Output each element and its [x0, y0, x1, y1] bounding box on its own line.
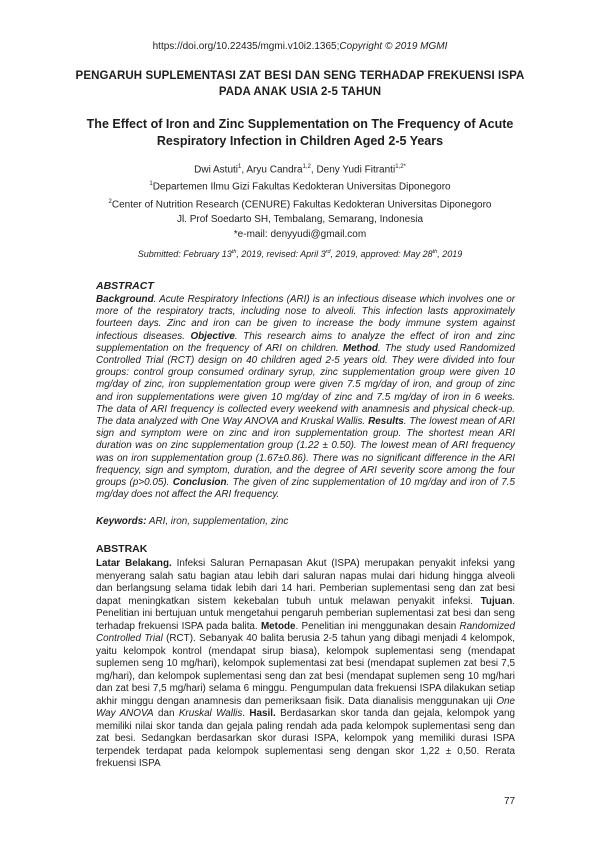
- keywords-line: [96, 516, 288, 527]
- objective-text: . This research aims to analyze the effect of iron and zinc supplementation on the frequency of ARI on children.: [96, 330, 515, 354]
- approved-date: , 2019, approved: May 28: [330, 249, 433, 259]
- metode-italic-1: Randomized Controlled Trial: [96, 620, 515, 644]
- author-2: Aryu Candra: [246, 164, 303, 176]
- metode-text-4: .: [242, 708, 250, 719]
- method-text: . The study used Randomized Controlled Trial (RCT) design on 40 children aged 2-5 years old. They were divided into four groups: control group consumed ordinary syrup, zinc supplementation group were given 10 mg/day of zinc, iron supplementation group were given 7.5 mg/day of iron, and group of zinc and iron supplementations were given 10 mg/day of zinc and 7.5 mg/day of iron in 6 weeks. The data of ARI frequency is collected every weekend with anamnesis and physical check-up. The data analyzed with One Way ANOVA and Kruskal Wallis.: [96, 342, 515, 428]
- metode-text-3: dan: [153, 708, 179, 719]
- english-title-line-1: The Effect of Iron and Zinc Supplementation on The Frequency of Acute: [86, 117, 514, 131]
- author-list: Dwi Astuti$^1$, Aryu Candra$^{1,2}$, Deny Yudi Fitranti$^{1,2*}$: [194, 164, 406, 176]
- latar-text: Infeksi Saluran Pernapasan Akut (ISPA) merupakan penyakit infeksi yang menyerang salah satu bagian atau lebih dari saluran napas mulai dari hidung hingga alveoli dan berlangsung selama tidak lebih dari 14 hari. Pemberian suplementasi seng dan zat besi dapat meningkatkan sistem kekebalan tubuh untuk melawan penyakit infeksi.: [96, 558, 515, 607]
- abstract-body: [96, 294, 515, 501]
- indonesian-title-line-2: PADA ANAK USIA 2-5 TAHUN: [218, 86, 382, 98]
- abstrak-body: [96, 558, 515, 771]
- corresponding-email[interactable]: *e-mail: denyyudi@gmail.com: [233, 228, 367, 240]
- affiliation-2-text: Center of Nutrition Research (CENURE) Fakultas Kedokteran Universitas Diponegoro: [111, 198, 492, 210]
- affiliation-2-mark: 2: [108, 198, 112, 205]
- ordinal-suffix: th: [231, 249, 237, 255]
- keywords-text: ARI, iron, supplementation, zinc: [146, 516, 289, 527]
- author-block: [0, 160, 600, 242]
- submission-dates: [0, 249, 600, 259]
- submitted-date: Submitted: February 13: [137, 249, 232, 259]
- address: Jl. Prof Soedarto SH, Tembalang, Semarang, Indonesia: [176, 213, 424, 225]
- doi-link[interactable]: https://doi.org/10.22435/mgmi.v10i2.1365;: [152, 41, 340, 52]
- copyright-notice: Copyright © 2019 MGMI: [339, 41, 448, 52]
- indonesian-title-line-1: PENGARUH SUPLEMENTASI ZAT BESI DAN SENG TERHADAP FREKUENSI ISPA: [75, 70, 525, 82]
- author-3-affiliation: 1,2*: [395, 164, 406, 170]
- metode-label: Metode: [260, 620, 296, 632]
- author-1-affiliation: 1: [238, 164, 242, 170]
- hasil-label: Hasil.: [249, 708, 276, 719]
- metode-italic-3: Kruskal Wallis: [178, 708, 243, 719]
- objective-label: Objective: [190, 330, 235, 342]
- conclusion-text: . The given of zinc supplementation of 10 mg/day and iron of 7.5 mg/day does not affect the ARI frequency.: [96, 477, 516, 501]
- results-text: . The lowest mean of ARI sign and symptom were on zinc and iron supplementation group. The shortest mean ARI duration was on zinc supplementation group (1.22 ± 0.50). The lowest mean of ARI frequency was on iron supplementation group (1.67±0.86). There was no significant difference in the ARI frequency, sign and symptom, duration, and the degree of ARI severity score among the four groups (p>0.05).: [96, 416, 515, 489]
- metode-text-1: . Penelitian ini menggunakan desain: [295, 620, 460, 632]
- approved-year: , 2019: [437, 249, 463, 259]
- indonesian-title: [60, 68, 540, 100]
- abstrak-heading: ABSTRAK: [96, 543, 148, 555]
- method-label: Method: [342, 342, 378, 354]
- background-text: . Acute Respiratory Infections (ARI) is an infectious disease which involves one or more of the respiratory tracts, including nose to alveoli. This infection lasts approximately fourteen days. Zinc and iron can be given to increase the body immune system against infectious diseases.: [96, 294, 515, 342]
- metode-italic-2: One Way ANOVA: [96, 695, 515, 719]
- english-title-line-2: Respiratory Infection in Children Aged 2-5 Years: [156, 134, 444, 148]
- author-1: Dwi Astuti: [194, 164, 239, 176]
- tujuan-text: . Penelitian ini bertujuan untuk mengetahui pengaruh pemberian suplementasi zat besi dan seng terhadap frekuensi ISPA pada balita.: [96, 595, 515, 632]
- ordinal-suffix: rd: [325, 249, 331, 255]
- tujuan-label: Tujuan: [480, 595, 513, 607]
- hasil-text: Berdasarkan skor tanda dan gejala, kelompok yang memiliki nilai skor tanda dan gejala paling rendah ada pada kelompok suplementasi seng dan zat besi. Sedangkan berdasarkan skor durasi ISPA, kelompok yang memiliki durasi ISPA terpendek terdapat pada kelompok suplementasi seng dengan skor 1,22 ± 0,50. Rerata frekuensi ISPA: [96, 708, 515, 769]
- conclusion-label: Conclusion: [172, 477, 227, 489]
- doi-line: [0, 41, 600, 52]
- abstract-heading: ABSTRACT: [96, 280, 154, 292]
- affiliation-1-mark: 1: [149, 181, 153, 188]
- page-number: 77: [504, 796, 516, 807]
- affiliation-2: [0, 195, 600, 212]
- results-label: Results: [368, 416, 404, 428]
- affiliation-1-text: Departemen Ilmu Gizi Fakultas Kedokteran Universitas Diponegoro: [152, 181, 451, 193]
- revised-date: , 2019, revised: April 3: [236, 249, 326, 259]
- english-title: [60, 116, 540, 150]
- affiliation-1: [0, 177, 600, 194]
- author-3: Deny Yudi Fitranti: [316, 164, 396, 176]
- author-2-affiliation: 1,2: [302, 164, 311, 170]
- keywords-label: Keywords:: [96, 516, 147, 527]
- background-label: Background: [96, 294, 154, 305]
- latar-label: Latar Belakang.: [96, 558, 172, 569]
- ordinal-suffix: th: [432, 249, 438, 255]
- metode-text-2: (RCT). Sebanyak 40 balita berusia 2-5 tahun yang dibagi menjadi 4 kelompok, yaitu kelompok kontrol (mendapat sirup biasa), kelompok suplementasi seng (mendapat suplemen seng 10 mg/hari), kelompok suplementasi zat besi (mendapat suplemen zat besi 7,5 mg/hari), dan kelompok suplementasi seng dan zat besi (mendapat suplemen seng 10 mg/hari dan zat besi 7,5 mg/hari) selama 6 minggu. Pengumpulan data frekuensi ISPA dilakukan setiap akhir minggu dengan anamnesis dan pemeriksaan fisik. Data dianalisis menggunakan uji: [96, 633, 515, 707]
